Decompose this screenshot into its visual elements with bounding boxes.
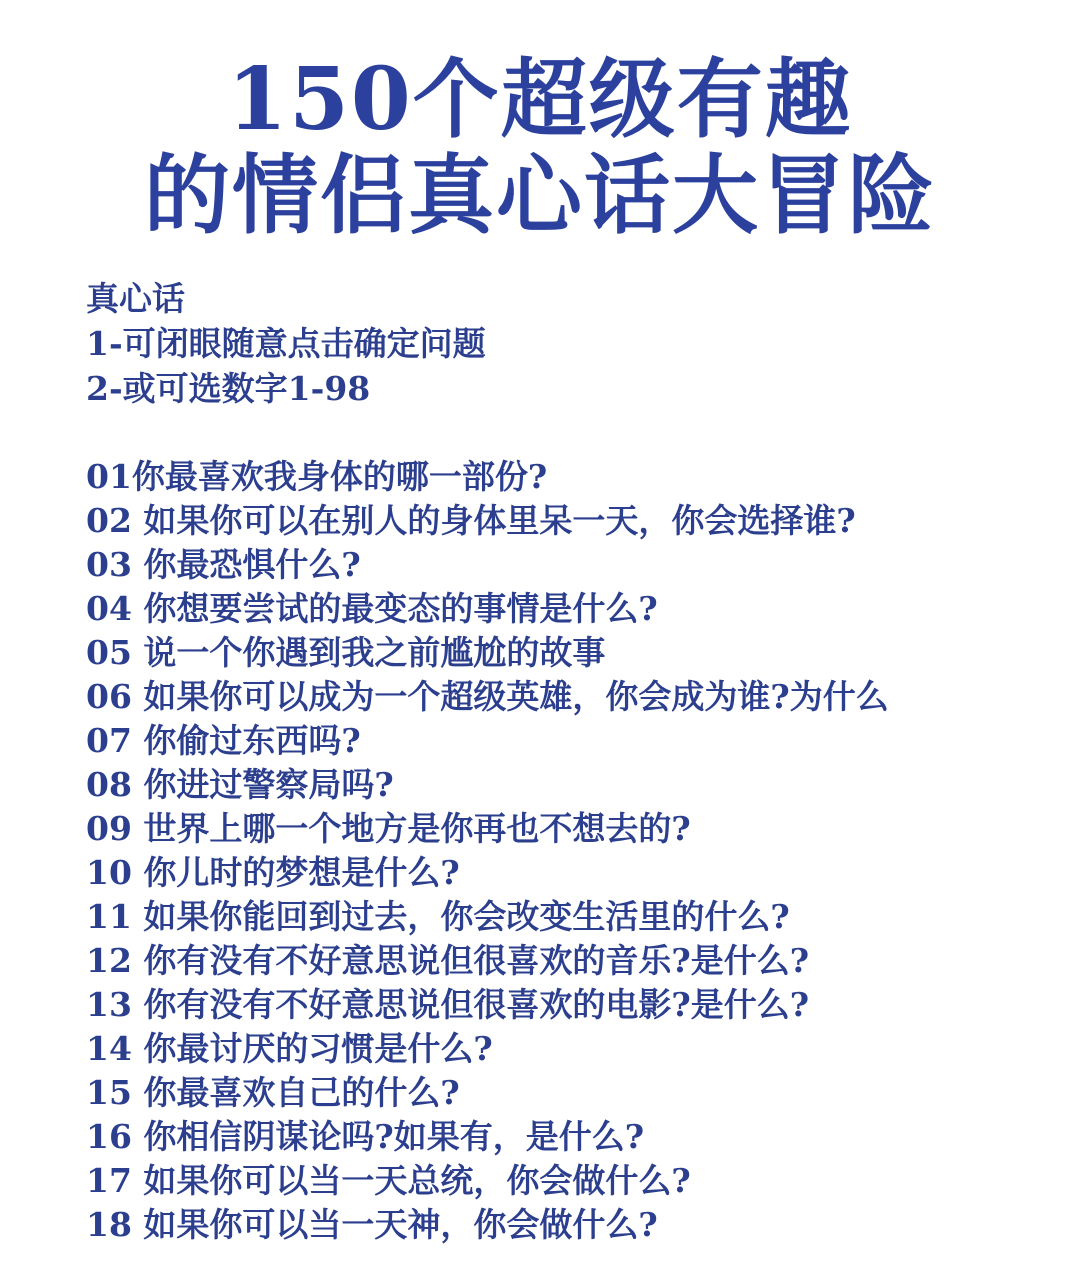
question-item: 11 如果你能回到过去，你会改变生活里的什么? xyxy=(86,897,790,936)
question-item: 15 你最喜欢自己的什么? xyxy=(86,1073,460,1112)
question-item: 07 你偷过东西吗? xyxy=(86,721,361,760)
question-item: 12 你有没有不好意思说但很喜欢的音乐?是什么? xyxy=(86,941,810,980)
question-item: 01你最喜欢我身体的哪一部份? xyxy=(86,457,548,496)
question-item: 03 你最恐惧什么? xyxy=(86,545,361,584)
question-item: 04 你想要尝试的最变态的事情是什么? xyxy=(86,589,658,628)
question-item: 17 如果你可以当一天总统，你会做什么? xyxy=(86,1161,691,1200)
content-body xyxy=(86,276,1066,1247)
question-item: 14 你最讨厌的习惯是什么? xyxy=(86,1029,493,1068)
question-item: 10 你儿时的梦想是什么? xyxy=(86,853,460,892)
question-item: 16 你相信阴谋论吗?如果有，是什么? xyxy=(86,1117,645,1156)
instruction-1: 1-可闭眼随意点击确定问题 xyxy=(86,324,486,363)
title-line-1: 150个超级有趣 xyxy=(227,49,853,150)
instruction-2: 2-或可选数字1-98 xyxy=(86,369,371,408)
question-item: 05 说一个你遇到我之前尴尬的故事 xyxy=(86,633,606,672)
spacer xyxy=(86,411,1066,455)
page-title xyxy=(0,49,1080,246)
question-item: 02 如果你可以在别人的身体里呆一天，你会选择谁? xyxy=(86,501,856,540)
question-item: 06 如果你可以成为一个超级英雄，你会成为谁?为什么 xyxy=(86,677,889,716)
question-item: 08 你进过警察局吗? xyxy=(86,765,394,804)
question-item: 13 你有没有不好意思说但很喜欢的电影?是什么? xyxy=(86,985,810,1024)
question-list xyxy=(86,455,1066,1247)
question-item: 18 如果你可以当一天神，你会做什么? xyxy=(86,1205,658,1244)
title-line-2: 的情侣真心话大冒险 xyxy=(144,145,936,246)
question-item: 09 世界上哪一个地方是你再也不想去的? xyxy=(86,809,691,848)
section-heading: 真心话 xyxy=(86,279,185,318)
